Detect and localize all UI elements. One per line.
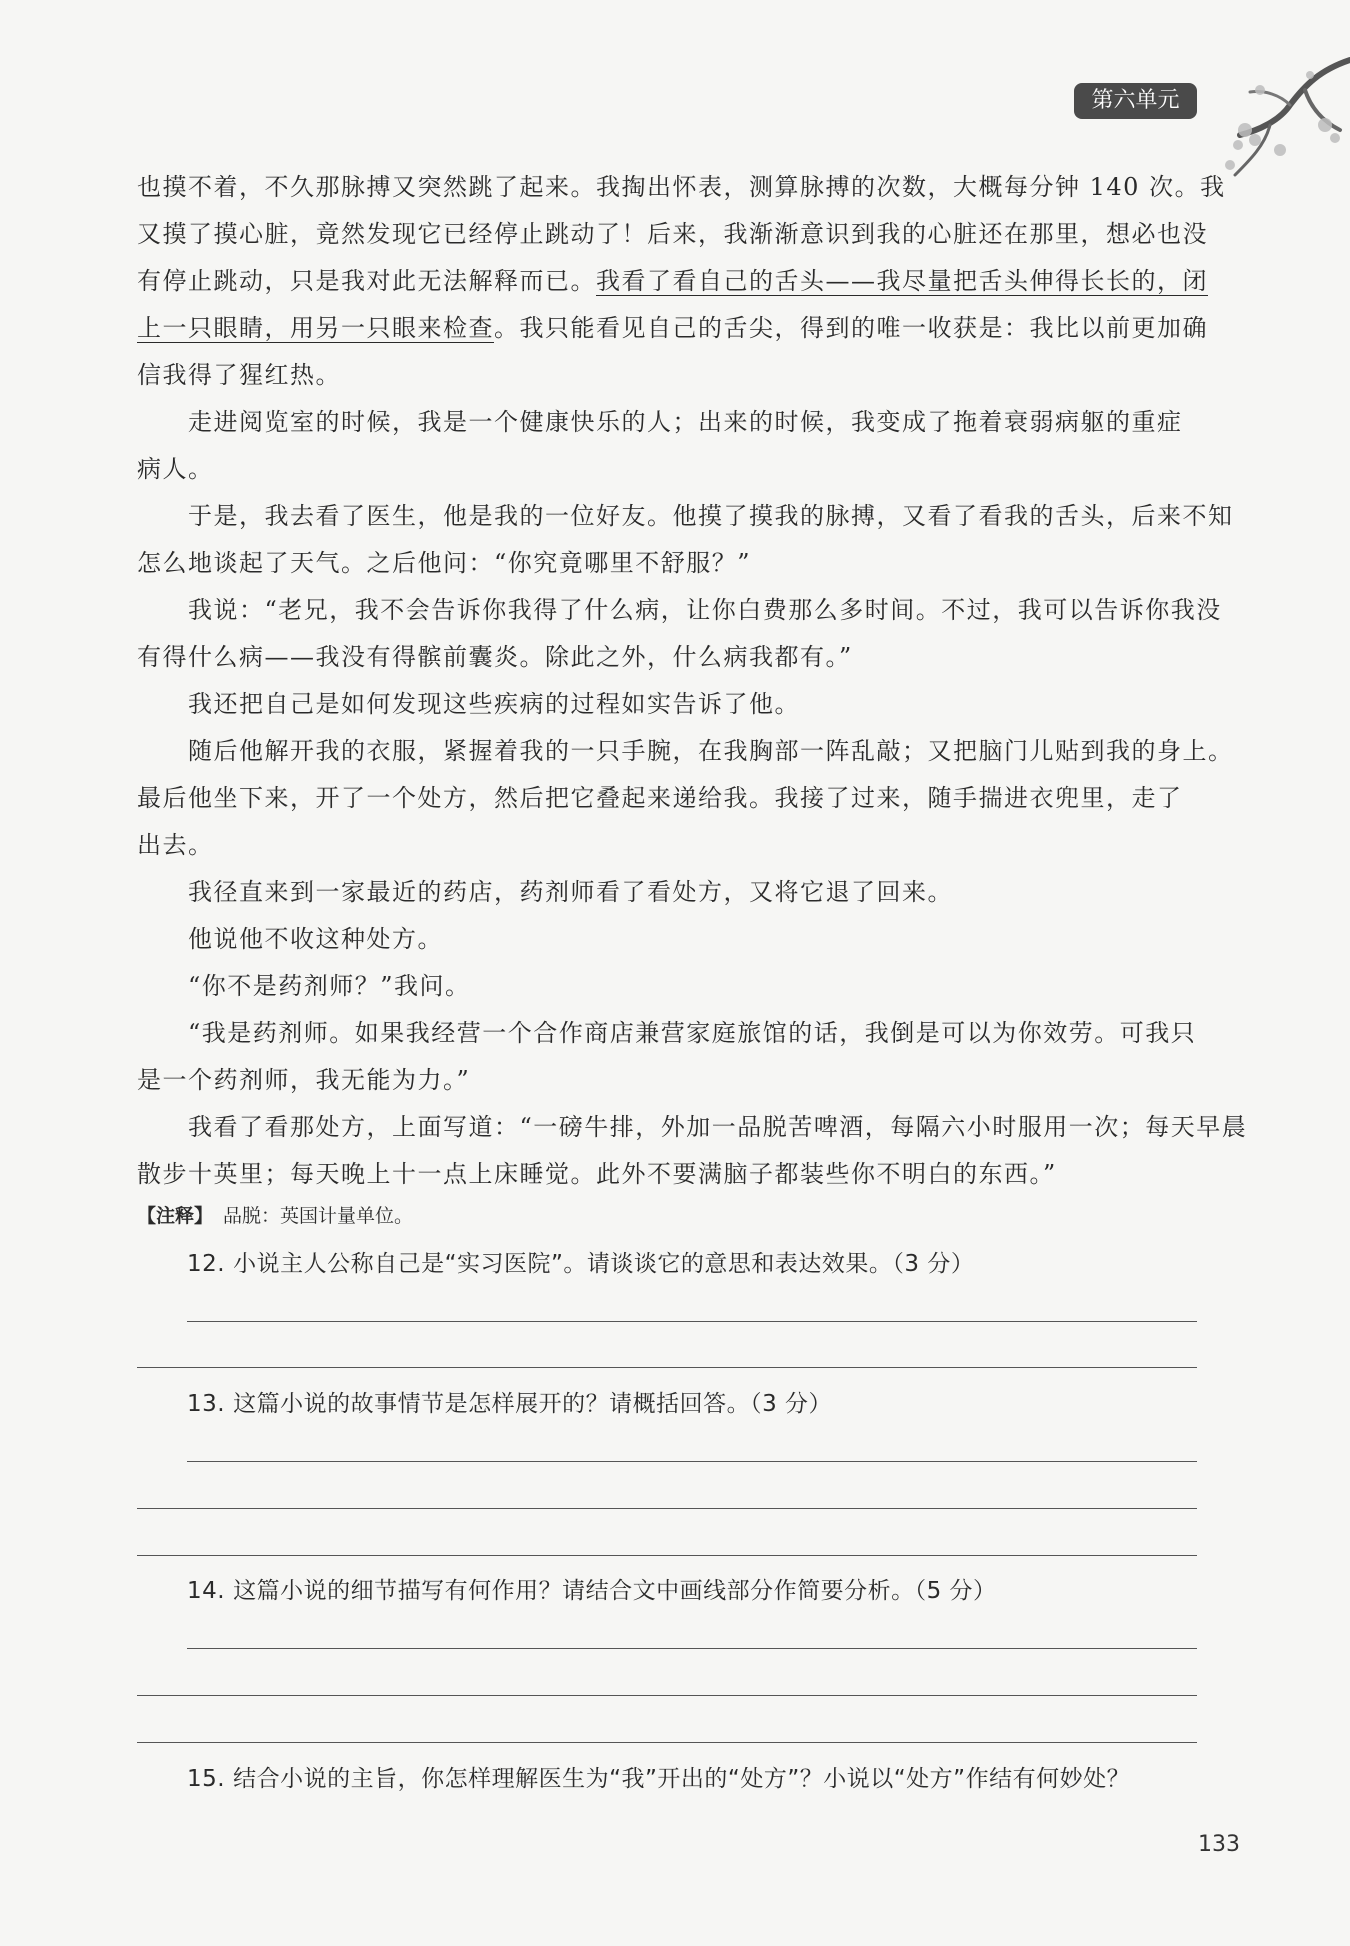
- question-13: [187, 1388, 832, 1420]
- text-line: 我径直来到一家最近的药店，药剂师看了看处方，又将它退了回来。: [188, 878, 953, 906]
- answer-line[interactable]: [137, 1367, 1197, 1368]
- text-line: [137, 305, 1208, 352]
- text-line: 最后他坐下来，开了一个处方，然后把它叠起来递给我。我接了过来，随手揣进衣兜里，走了: [137, 784, 1183, 812]
- question-number: 13.: [187, 1391, 226, 1417]
- answer-line[interactable]: [137, 1555, 1197, 1556]
- answer-line[interactable]: [137, 1695, 1197, 1696]
- footnote-tag: 【注释】: [137, 1205, 214, 1227]
- answer-line[interactable]: [137, 1508, 1197, 1509]
- page-number: 133: [1198, 1832, 1240, 1857]
- question-text: 小说主人公称自己是“实习医院”。请谈谈它的意思和表达效果。（3 分）: [233, 1251, 975, 1277]
- text-line: 随后他解开我的衣服，紧握着我的一只手腕，在我胸部一阵乱敲；又把脑门儿贴到我的身上。: [188, 737, 1234, 765]
- question-number: 14.: [187, 1578, 226, 1604]
- plum-branch-decoration: [1210, 50, 1350, 185]
- text-line: 走进阅览室的时候，我是一个健康快乐的人；出来的时候，我变成了拖着衰弱病躯的重症: [188, 408, 1183, 436]
- text-span: 。我只能看见自己的舌尖，得到的唯一收获是：我比以前更加确: [494, 314, 1208, 342]
- passage-body: [137, 164, 1248, 1198]
- text-line: 也摸不着，不久那脉搏又突然跳了起来。我掏出怀表，测算脉搏的次数，大概每分钟 140 次。我: [137, 173, 1226, 201]
- text-line: 有得什么病——我没有得髌前囊炎。除此之外，什么病我都有。”: [137, 643, 853, 671]
- text-line: 于是，我去看了医生，他是我的一位好友。他摸了摸我的脉搏，又看了看我的舌头，后来不知: [188, 502, 1234, 530]
- text-line: 怎么地谈起了天气。之后他问：“你究竟哪里不舒服？”: [137, 549, 752, 577]
- footnote: [137, 1202, 413, 1230]
- text-line: 病人。: [137, 455, 214, 483]
- question-12: [187, 1248, 974, 1280]
- question-text: 结合小说的主旨，你怎样理解医生为“我”开出的“处方”？小说以“处方”作结有何妙处？: [233, 1766, 1131, 1792]
- text-span: 有停止跳动，只是我对此无法解释而已。: [137, 267, 596, 295]
- text-line: [137, 258, 1208, 305]
- text-line: 我看了看那处方，上面写道：“一磅牛排，外加一品脱苦啤酒，每隔六小时服用一次；每天早晨: [188, 1113, 1248, 1141]
- question-14: [187, 1575, 997, 1607]
- text-line: 又摸了摸心脏，竟然发现它已经停止跳动了！后来，我渐渐意识到我的心脏还在那里，想必也没: [137, 220, 1208, 248]
- question-15: [187, 1763, 1130, 1795]
- underlined-text: 我看了看自己的舌头——我尽量把舌头伸得长长的，闭: [596, 267, 1208, 295]
- answer-line[interactable]: [187, 1648, 1197, 1649]
- answer-line[interactable]: [187, 1461, 1197, 1462]
- text-line: 出去。: [137, 831, 214, 859]
- text-line: 他说他不收这种处方。: [188, 925, 443, 953]
- text-line: 是一个药剂师，我无能为力。”: [137, 1066, 471, 1094]
- question-number: 15.: [187, 1766, 226, 1792]
- underlined-text: 上一只眼睛，用另一只眼来检查: [137, 314, 494, 342]
- text-line: “你不是药剂师？”我问。: [188, 972, 471, 1000]
- footnote-text: 品脱：英国计量单位。: [223, 1205, 414, 1227]
- question-number: 12.: [187, 1251, 226, 1277]
- text-line: “我是药剂师。如果我经营一个合作商店兼营家庭旅馆的话，我倒是可以为你效劳。可我只: [188, 1019, 1197, 1047]
- text-line: 信我得了猩红热。: [137, 361, 341, 389]
- text-line: 散步十英里；每天晚上十一点上床睡觉。此外不要满脑子都装些你不明白的东西。”: [137, 1160, 1057, 1188]
- answer-line[interactable]: [187, 1321, 1197, 1322]
- text-line: 我说：“老兄，我不会告诉你我得了什么病，让你白费那么多时间。不过，我可以告诉你我没: [188, 596, 1222, 624]
- question-text: 这篇小说的细节描写有何作用？请结合文中画线部分作简要分析。（5 分）: [233, 1578, 997, 1604]
- text-line: 我还把自己是如何发现这些疾病的过程如实告诉了他。: [188, 690, 800, 718]
- answer-line[interactable]: [137, 1742, 1197, 1743]
- question-text: 这篇小说的故事情节是怎样展开的？请概括回答。（3 分）: [233, 1391, 833, 1417]
- unit-badge: 第六单元: [1074, 83, 1197, 119]
